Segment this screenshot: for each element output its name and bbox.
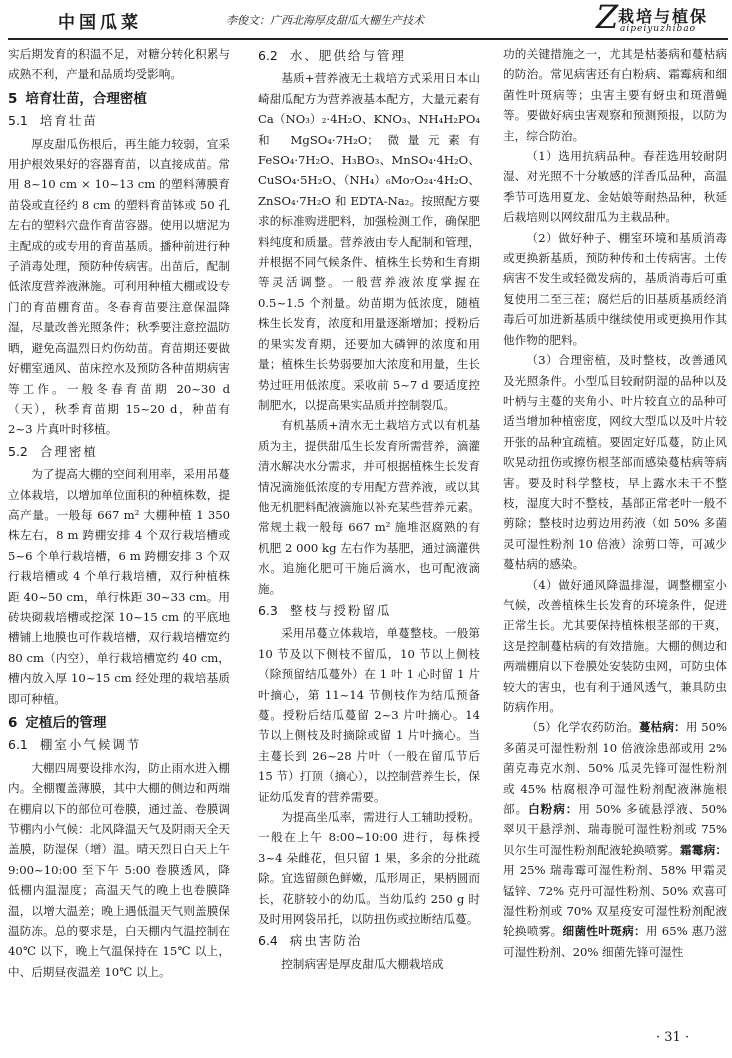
paragraph: 为提高坐瓜率，需进行人工辅助授粉。一般在上午 8:00~10:00 进行，每株授 3~4 朵雌花，但只留 1 果，多余的分批疏除。宜选留颜色鲜嫩，瓜形周正，果柄圆而长，花脐较小的幼瓜。当幼瓜约 250 g 时及时用网袋吊托，以防扭伤或拉断结瓜蔓。 — [258, 810, 480, 927]
section-logo — [596, 2, 726, 36]
column-3 — [503, 44, 727, 962]
paragraph: 厚皮甜瓜伤根后，再生能力较弱，宜采用护根效果好的容器育苗，以直接成苗。常用 8~10 cm × 10~13 cm 的塑料薄膜育苗袋或直径约 8 cm 的塑料育苗钵或 50 孔左右的塑料穴盘作育苗容器。使用以塘泥为主配成的或专用的育苗基质。播种前进行种子消毒处理，预防种传病害。出苗后，配制低浓度营养液淋施。可利用种植大棚或设专门的育苗棚育苗。冬春育苗要注意保温降湿，尽量改善光照条件；秋季要注意控温防晒，避免高温烈日灼伤幼苗。育苗期还要做好棚室通风、苗床控水及预防各种苗期病害等工作。一般冬春育苗期 20~30 d（天），秋季育苗期 15~20 d，种苗有 2~3 片真叶时移植。 — [8, 136, 230, 437]
paragraph: 采用吊蔓立体栽培，单蔓整枝。一般第 10 节及以下侧枝不留瓜，10 节以上侧枝（除预留结瓜蔓外）在 1 叶 1 心时留 1 片叶摘心，第 11~14 节侧枝作为结瓜预备蔓。授粉后结瓜蔓留 2~3 片叶摘心。14 节以上侧枝及时摘除或留 1 片叶摘心。当主蔓长到 26~28 片叶（一般在留瓜节后 15 节）打顶（摘心），以控制营养生长，保证幼瓜发育的营养需要。 — [258, 626, 480, 804]
list-item: （4）做好通风降温排湿，调整棚室小气候，改善植株生长发育的环境条件，促进正常生长。尤其要保持植株根茎部的干爽，这是控制蔓枯病的有效措施。大棚的侧边和两端棚肩以下卷膜处安装防虫网，可防虫体较大的害虫，也有利于通风透气，兼具防虫防病作用。 — [503, 577, 727, 714]
subsection-heading-6-1: 6.1 棚室小气候调节 — [8, 737, 142, 753]
paragraph: 功的关键措施之一，尤其是枯萎病和蔓枯病的防治。常见病害还有白粉病、霜霉病和细菌性叶斑病等；虫害主要有蚜虫和斑潜蝇等。要做好病虫害观察和预测预报，以防为主，综合防治。 — [503, 47, 727, 143]
header-rule — [8, 38, 728, 40]
subsection-heading-5-1: 5.1 培育壮苗 — [8, 113, 98, 129]
running-title: 李俊文：广西北海厚皮甜瓜大棚生产技术 — [226, 14, 424, 27]
paragraph: 基质+营养液无土栽培方式采用日本山崎甜瓜配方为营养液基本配方，大量元素有 Ca（NO₃）₂·4H₂O、KNO₃、NH₄H₂PO₄ 和 MgSO₄·7H₂O；微量元素有 FeSO₄·7H₂O、H₃BO₃、MnSO₄·4H₂O、CuSO₄·5H₂O、（NH₄）₆Mo₇O₂₄·4H₂O、ZnSO₄·7H₂O 和 EDTA-Na₂。按照配方要求的标准购进肥料，加强检测工作，确保肥料纯度和质量。营养液由专人配制和管理，并根据不同气候条件、植株生长势和生育期等灵活调整。一般营养液浓度掌握在 0.5~1.5 个剂量。幼苗期为低浓度，随植株生长发育，浓度和用量逐渐增加；授粉后的果实发育期，还要加大磷钾的浓度和用量；植株生长势弱要加大浓度和用量，生长势过旺用低浓度。采收前 5~7 d 要适度控制肥水，以提高果实品质并控制裂瓜。 — [258, 71, 480, 412]
subsection-heading-6-3: 6.3 整枝与授粉留瓜 — [258, 602, 392, 618]
column-2 — [258, 44, 480, 974]
subsection-heading-5-2: 5.2 合理密植 — [8, 443, 98, 459]
logo-pinyin: aipeiyuzhibao — [620, 24, 697, 34]
list-item: （5）化学农药防治。蔓枯病：用 50% 多菌灵可湿性粉剂 10 倍液涂患部或用 2% 菌克毒克水剂、50% 瓜灵先锋可湿性粉剂或 45% 枯腐根净可湿性粉剂配液淋施根部。白粉病：用 50% 多硫悬浮液、50% 翠贝干悬浮剂、瑞毒脱可湿性粉剂或 75% 贝尔生可湿性粉剂配液轮换喷雾。霜霉病：用 25% 瑞毒霉可湿性粉剂、58% 甲霜灵锰锌、72% 克丹可湿性粉剂、50% 欢喜可湿性粉剂或 70% 双星疫安可湿性粉剂配液轮换喷雾。细菌性叶斑病：用 65% 惠乃滋可湿性粉剂、20% 细菌先锋可湿性 — [503, 720, 727, 959]
list-item: （2）做好种子、棚室环境和基质消毒或更换新基质，预防种传和土传病害。土传病害不发生或轻微发病的，基质消毒后可重复使用二至三茬；腐烂后的旧基质基质经消毒后可加进新基质中继续使用或更换用作其他作物的肥料。 — [503, 230, 727, 347]
paragraph: 为了提高大棚的空间利用率，采用吊蔓立体栽培，以增加单位面积的种植株数，提高产量。一般每 667 m² 大棚种植 1 350 株左右，8 m 跨棚安排 4 个双行栽培槽或 5~6 个单行栽培槽，6 m 跨棚安排 3 个双行栽培槽或 4 个单行栽培槽，双行种植株距 40~50 cm，单行株距 30~33 cm。用砖块砌栽培槽或挖深 10~15 cm 的平底地槽铺上地膜也可作栽培槽，双行栽培槽宽约 80 cm（内空），单行栽培槽宽约 40 cm，槽内放入厚 10~15 cm 经处理的栽培基质即可种植。 — [8, 467, 230, 706]
section-heading-6: 6 定植后的管理 — [8, 715, 107, 731]
subsection-heading-6-2: 6.2 水、肥供给与管理 — [258, 48, 406, 63]
paragraph: 有机基质+清水无土栽培方式以有机基质为主，提供甜瓜生长发育所需营养，滴灌清水解决水分需求，并可根据植株生长发育情况滴施低浓度的专用配方营养液，或以其他无机肥料配液滴施以补充某些营养元素。常规土栽一般每 667 m² 施堆沤腐熟的有机肥 2 000 kg 左右作为基肥，通过滴灌供水。追施化肥可干施后滴水，也可配液滴施。 — [258, 418, 480, 596]
subsection-heading-6-4: 6.4 病虫害防治 — [258, 933, 363, 949]
paragraph: 控制病害是厚皮甜瓜大棚栽培成 — [281, 956, 444, 971]
paragraph: 实后期发育的积温不足，对糖分转化积累与成熟不利，产量和品质均受影响。 — [8, 47, 230, 82]
column-1 — [8, 44, 230, 982]
page-header — [0, 0, 732, 40]
list-item: （3）合理密植，及时整枝，改善通风及光照条件。小型瓜目较耐阴湿的品种以及叶柄与主蔓的夹角小、叶片较直立的品种可适当增加种植密度，网纹大型瓜以及叶片较开张的品种宜疏植。要固定好瓜蔓，防止风吹晃动扭伤或擦伤根茎部而感染蔓枯病等病害。要及时科学整枝，早上露水未干不整枝，湿度大时不整枝，基部正常老叶一般不剪除；整枝时边剪边用药液（如 50% 多菌灵可湿性粉剂 10 倍液）涂剪口等，可减少蔓枯病的感染。 — [503, 353, 727, 572]
logo-title: 栽培与植保 — [618, 7, 709, 26]
paragraph: 大棚四周要设排水沟，防止雨水进入棚内。全棚覆盖薄膜，其中大棚的侧边和两端在棚肩以下的部位可卷膜，通过盖、卷膜调节棚内小气候：北风降温天气及阴雨天全天盖膜，防湿保（增）温。晴天烈日白天上午 9:00~10:00 至下午 5:00 卷膜透风，降低棚内温湿度；高温天气的晚上也卷膜降温，以增大温差；晚上遇低温天气则盖膜保温防冻。总的要求是，白天棚内气温控制在 40℃ 以下，晚上气温保持在 15℃ 以上，中、后期昼夜温差 10℃ 以上。 — [8, 760, 230, 979]
section-heading-5: 5 培育壮苗，合理密植 — [8, 90, 147, 107]
page-number: · 31 · — [656, 1030, 690, 1045]
journal-name: 中国瓜菜 — [58, 13, 142, 33]
list-item: （1）选用抗病品种。春茬选用较耐阴湿、对光照不十分敏感的洋香瓜品种，高温季节可选用夏龙、金姑娘等耐热品种，秋延后栽培则以网纹甜瓜为主栽品种。 — [503, 149, 727, 225]
logo-letter: Z — [596, 0, 619, 36]
